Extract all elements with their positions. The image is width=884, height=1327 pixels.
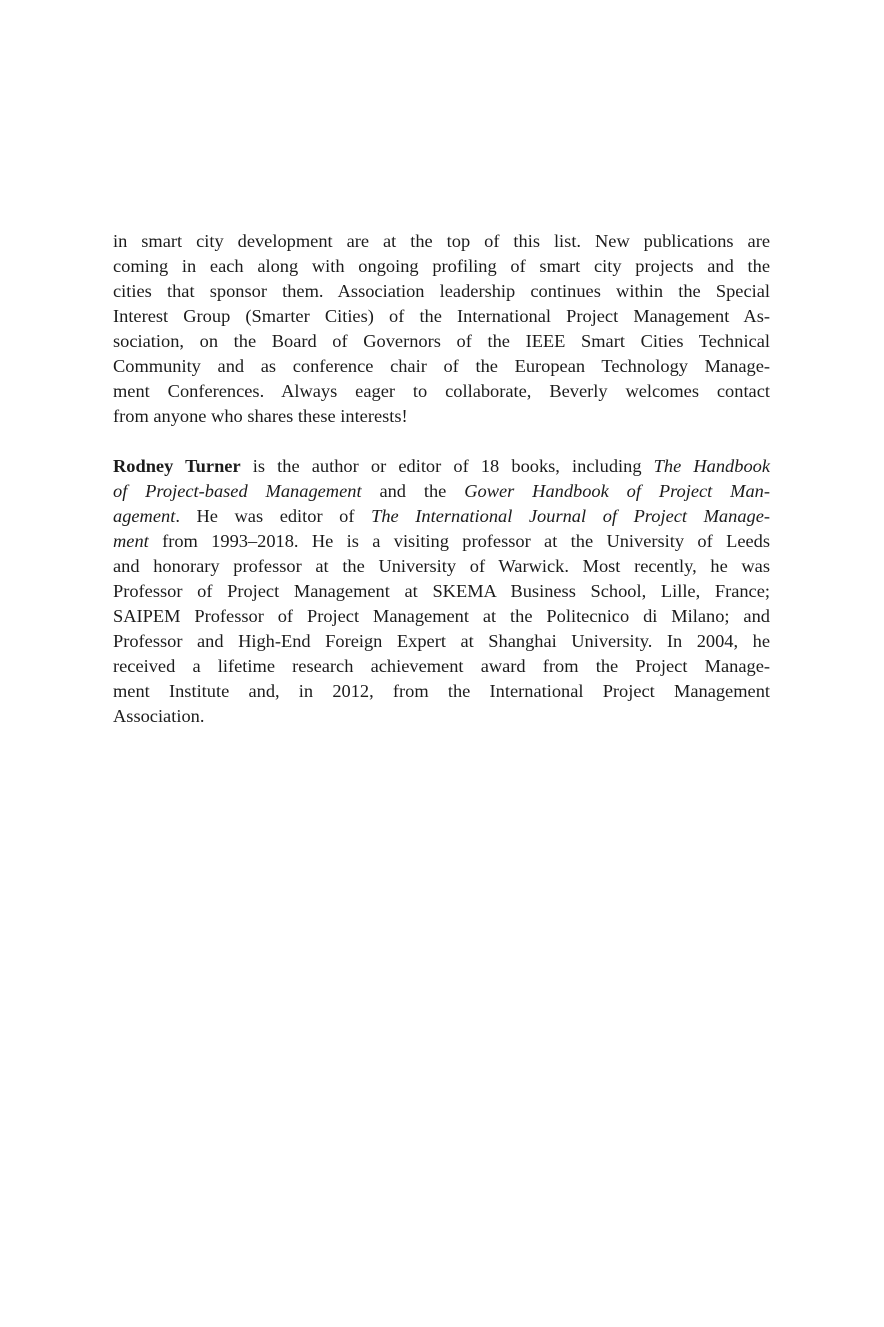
text-line: coming in each along with ongoing profiling of smart city projects and the [113, 256, 770, 276]
text-line [113, 479, 770, 504]
text-line: Community and as conference chair of the European Technology Manage- [113, 356, 770, 376]
text-line: received a lifetime research achievement award from the Project Manage- [113, 656, 770, 676]
text-line: SAIPEM Professor of Project Management at the Politecnico di Milano; and [113, 606, 770, 626]
text-run: . He was editor of [175, 506, 372, 526]
text-line: ment Conferences. Always eager to collaborate, Beverly welcomes contact [113, 381, 770, 401]
text-line [113, 529, 770, 554]
text-line: ment Institute and, in 2012, from the International Project Management [113, 681, 770, 701]
text-run: is the author or editor of 18 books, including [240, 456, 654, 476]
text-line: Professor of Project Management at SKEMA Business School, Lille, France; [113, 581, 770, 601]
text-run: and the [361, 481, 465, 501]
text-line: in smart city development are at the top of this list. New publications are [113, 231, 770, 251]
text-line: Professor and High-End Foreign Expert at Shanghai University. In 2004, he [113, 631, 770, 651]
text-line [113, 454, 770, 479]
text-line: sociation, on the Board of Governors of the IEEE Smart Cities Technical [113, 331, 770, 351]
text-line: from anyone who shares these interests! [113, 406, 408, 426]
journal-title: ment [113, 531, 149, 551]
text-line: Interest Group (Smarter Cities) of the International Project Management As- [113, 306, 770, 326]
text-line: cities that sponsor them. Association leadership continues within the Special [113, 281, 770, 301]
journal-title: The International Journal of Project Manage- [371, 506, 770, 526]
author-name: Rodney Turner [113, 456, 241, 476]
text-line: Association. [113, 706, 205, 726]
paragraph-rodney-turner-bio [113, 454, 770, 729]
text-run: from 1993–2018. He is a visiting professor at the University of Leeds [148, 531, 770, 551]
paragraph-beverly-bio-continued [113, 229, 770, 429]
book-title: The Handbook [653, 456, 770, 476]
book-title: Gower Handbook of Project Man- [464, 481, 770, 501]
book-title: agement [113, 506, 176, 526]
text-line [113, 504, 770, 529]
book-title: of Project-based Management [113, 481, 362, 501]
text-line: and honorary professor at the University of Warwick. Most recently, he was [113, 556, 770, 576]
